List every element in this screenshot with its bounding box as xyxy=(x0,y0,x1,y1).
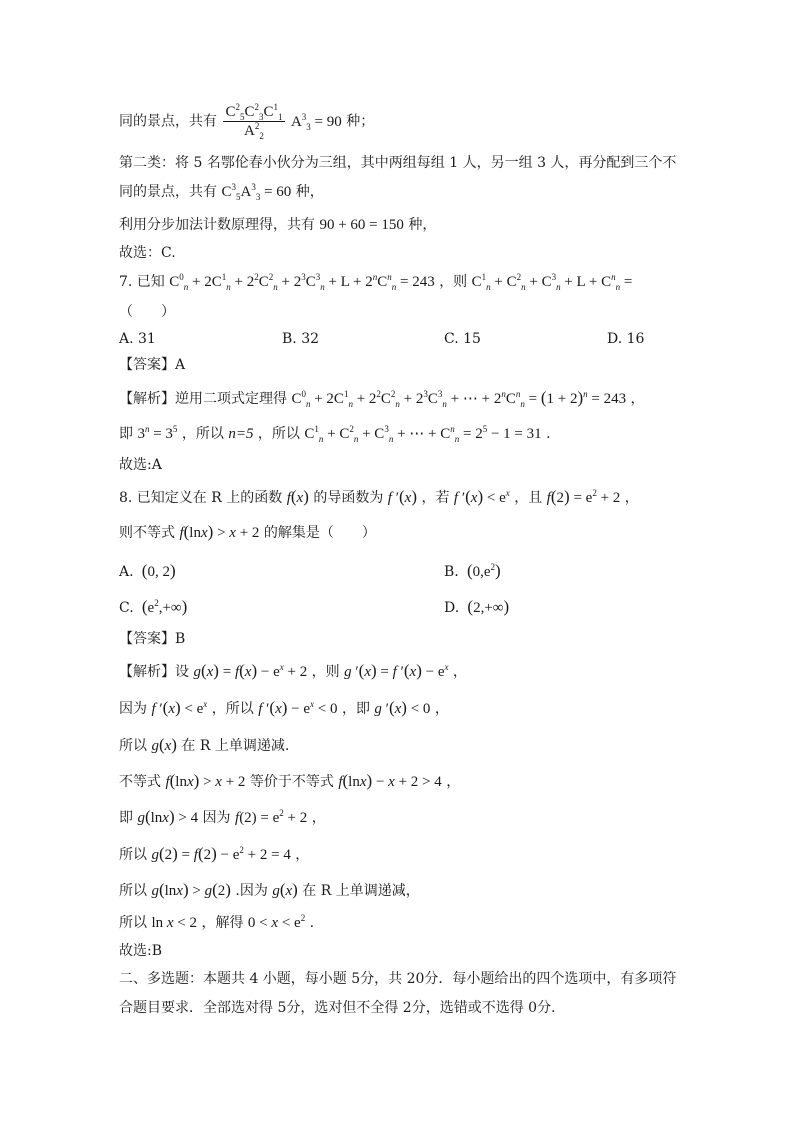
formula: g(lnx) > g(2) xyxy=(151,880,231,899)
formula: $A^3_3 = 90$ xyxy=(290,111,342,132)
solution-8-line-7: 所以 g(lnx) > g(2) .因为 g(x) 在 R 上单调递减， xyxy=(119,880,420,899)
option-a: A. 31 xyxy=(119,331,156,347)
formula-fraction: $\frac{C^2_5C^2_3C^1_1}{A^2_2}$ xyxy=(225,102,283,141)
solution-7-line-1: 【解析】逆用二项式定理得 $C^0_n + 2C^1_n + 2^2C^2_n + 2^3C^3_n$ + ⋯ + $2^nC^n_n = (1 + 2)^n = 243$ ， xyxy=(119,388,645,409)
question-7-paren: （ ） xyxy=(119,304,175,320)
text-line-2: 第二类：将 5 名鄂伦春小伙分为三组，其中两组每组 1 人，另一组 3 人，再分配到三个不 xyxy=(119,155,677,171)
formula: (0, 2) xyxy=(141,561,176,580)
formula: $f(2) = e^2 + 2$ xyxy=(235,808,308,826)
choose-7: 故选:A xyxy=(119,457,162,473)
formula: f ′(x) xyxy=(387,487,418,506)
formula: g(x) xyxy=(151,735,177,754)
formula: $g(2) = f(2) - e^2 + 2 = 4$ xyxy=(151,844,291,863)
formula: g(x) xyxy=(272,880,298,899)
formula: $C^3_5A^3_3 = 60$ xyxy=(221,182,292,202)
text-line-5: 故选：C. xyxy=(119,245,176,261)
option-d: D. 16 xyxy=(607,331,645,347)
formula: f(x) xyxy=(286,487,309,506)
question-7: 7. 已知 $C^0_n + 2C^1_n + 2^2C^2_n + 2^3C^3_n + L + 2^nC^n_n = 243$ ，则 $C^1_n + C^2_n + C^3_n + L + C^n_n$ = xyxy=(119,272,633,292)
formula: $C^1_n + C^2_n + C^3_n$ + ⋯ + $C^n_n = 2^5 - 1 = 31$ xyxy=(304,424,542,444)
solution-8-line-5: 即 g(lnx) > 4 因为 $f(2) = e^2 + 2$ ， xyxy=(119,807,326,826)
formula: (2,+∞) xyxy=(467,597,510,616)
formula: $0 < x < e^2$ xyxy=(247,913,306,931)
formula: $C^1_n + C^2_n + C^3_n + L + C^n_n$ = xyxy=(471,272,633,292)
option-d: D. (2,+∞) xyxy=(444,597,510,616)
formula: f $'(x) < e^x$ xyxy=(453,487,510,506)
solution-8-line-1: 【解析】设 $g(x) = f(x) - e^x + 2$ ，则 g ′(x) = f $'(x) - e^x$ ， xyxy=(119,661,467,680)
option-c: C. $(e^2,+\infty)$ xyxy=(119,597,188,616)
formula: $C^0_n + 2C^1_n + 2^2C^2_n + 2^3C^3_n + L + 2^nC^n_n = 243$ xyxy=(169,272,435,292)
formula: f(lnx) > x + 2 xyxy=(165,771,246,790)
option-a: A. (0, 2) xyxy=(119,561,176,580)
choose-8: 故选:B xyxy=(119,943,163,959)
answer-7: 【答案】A xyxy=(119,357,186,373)
solution-8-line-3: 所以 g(x) 在 R 上单调递减. xyxy=(119,735,290,754)
formula: ln x < 2 xyxy=(151,915,198,931)
formula: $(0,e^2)$ xyxy=(466,561,501,580)
text-line-4: 利用分步加法计数原理得，共有 90 + 60 = 150 种， xyxy=(119,217,437,233)
solution-7-line-2: 即 $3^n = 3^5$ ，所以 n=5 ，所以 $C^1_n + C^2_n + C^3_n$ + ⋯ + $C^n_n = 2^5 - 1 = 31$ . xyxy=(119,424,551,444)
section-heading-line-2: 合题目要求．全部选对得 5分，选对但不全得 2分，选错或不选得 0分． xyxy=(119,1000,566,1016)
formula: f $'(x) < e^x$ xyxy=(151,698,208,717)
formula: f $'(x) - e^x < 0$ xyxy=(258,698,338,717)
option-c: C. 15 xyxy=(444,331,481,347)
solution-8-line-8: 所以 ln x < 2 ，解得 $0 < x < e^2$ . xyxy=(119,913,315,931)
formula: g ′(x) < 0 xyxy=(374,698,431,717)
formula: g(lnx) > 4 xyxy=(137,807,199,826)
option-b: B. $(0,e^2)$ xyxy=(444,561,501,580)
formula: 90 + 60 = 150 xyxy=(319,217,404,233)
answer-8: 【答案】B xyxy=(119,631,186,647)
text-segment: 同的景点，共有 xyxy=(119,113,217,130)
formula: g ′(x) = f $'(x) - e^x$ xyxy=(344,661,449,680)
formula: $(e^2,+\infty)$ xyxy=(141,597,188,616)
solution-8-line-4: 不等式 f(lnx) > x + 2 等价于不等式 f(lnx) − x + 2 > 4 ， xyxy=(119,771,461,790)
solution-8-line-2: 因为 f $'(x) < e^x$ ，所以 f $'(x) - e^x < 0$ ，即 g ′(x) < 0 ， xyxy=(119,698,449,717)
question-8-line-2: 则不等式 f(lnx) > x + 2 的解集是（ ） xyxy=(119,522,376,541)
text-segment: 种； xyxy=(346,113,375,130)
formula: $g(x) = f(x) - e^x + 2$ xyxy=(193,661,308,680)
option-b: B. 32 xyxy=(282,331,320,347)
formula: f(lnx) − x + 2 > 4 xyxy=(338,771,442,790)
formula: $3^n = 3^5$ xyxy=(137,424,178,442)
formula: $f(2) = e^2 + 2$ xyxy=(546,487,621,506)
section-heading-line-1: 二、多选题：本题共 4 小题，每小题 5分，共 20分．每小题给出的四个选项中，有多项符 xyxy=(119,971,677,987)
solution-8-line-6: 所以 $g(2) = f(2) - e^2 + 2 = 4$ ， xyxy=(119,844,310,863)
question-8-line-1: 8. 已知定义在 R 上的函数 f(x) 的导函数为 f ′(x) ，若 f $'(x) < e^x$ ，且 $f(2) = e^2 + 2$ ， xyxy=(119,487,639,506)
text-line-1 xyxy=(119,103,374,140)
formula: f(lnx) > x + 2 xyxy=(179,522,260,541)
text-line-3: 同的景点，共有 $C^3_5A^3_3 = 60$ 种， xyxy=(119,182,324,202)
formula: $C^0_n + 2C^1_n + 2^2C^2_n + 2^3C^3_n$ + ⋯ + $2^nC^n_n = (1 + 2)^n = 243$ xyxy=(291,388,627,409)
